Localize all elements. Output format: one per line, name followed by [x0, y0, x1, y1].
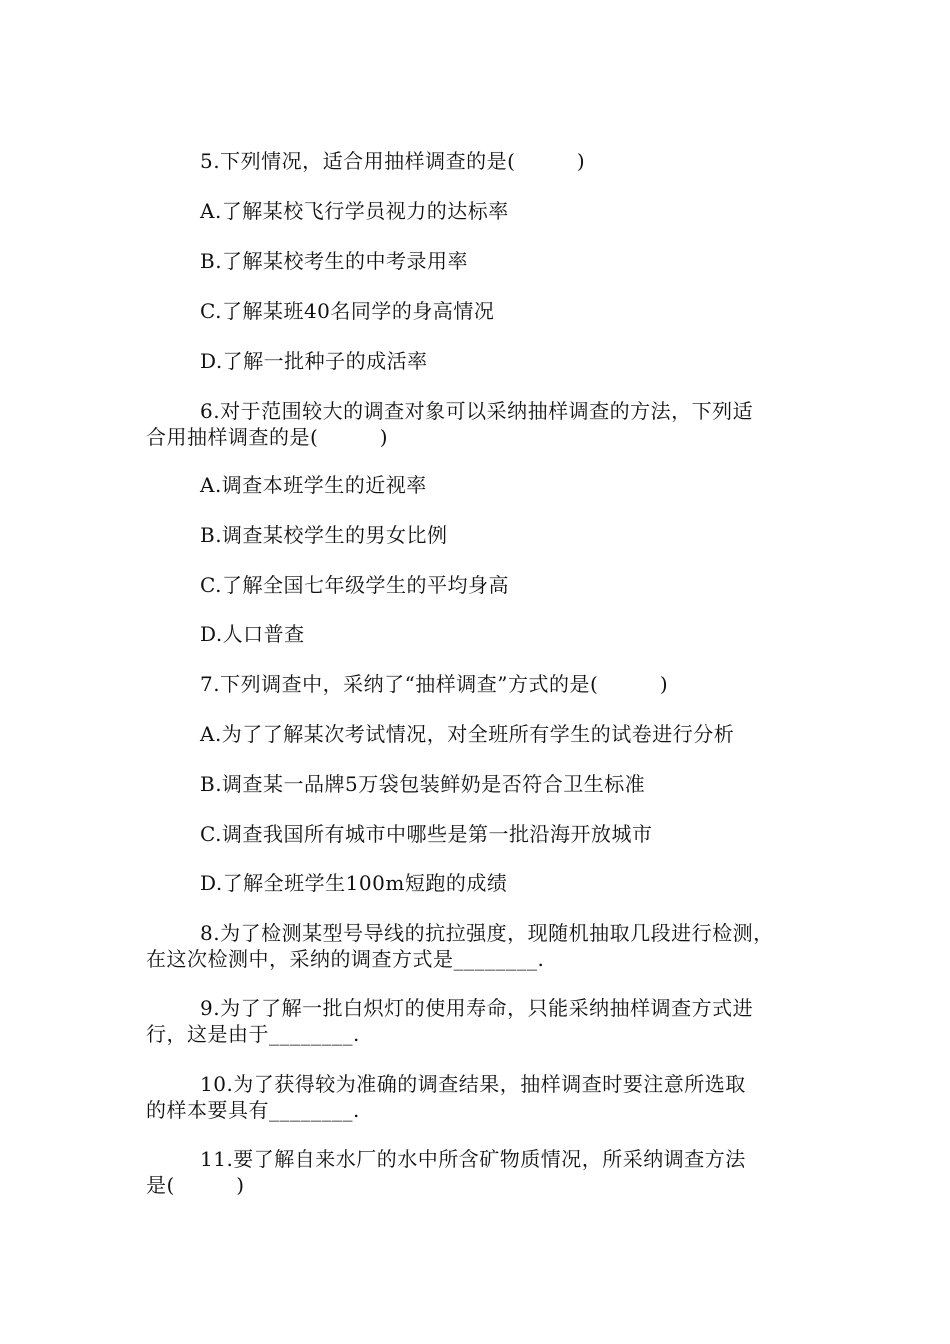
question-7-option-a: A.为了了解某次考试情况，对全班所有学生的试卷进行分析	[200, 722, 735, 746]
question-5-option-b: B.了解某校考生的中考录用率	[200, 249, 469, 273]
question-9-stem-line-2: 行，这是由于________.	[146, 1022, 360, 1046]
question-5-stem: 5.下列情况，适合用抽样调查的是( )	[200, 149, 586, 173]
question-7-stem: 7.下列调查中，采纳了“抽样调查”方式的是( )	[200, 672, 669, 696]
question-9-stem-line-1: 9.为了了解一批白炽灯的使用寿命，只能采纳抽样调查方式进	[200, 996, 754, 1020]
question-5-option-a: A.了解某校飞行学员视力的达标率	[200, 199, 509, 223]
question-11-stem-line-2: 是( )	[146, 1173, 245, 1197]
question-10-stem-line-1: 10.为了获得较为准确的调查结果，抽样调查时要注意所选取	[200, 1072, 746, 1096]
question-5-option-c: C.了解某班40名同学的身高情况	[200, 299, 495, 323]
question-8-stem-line-2: 在这次检测中，采纳的调查方式是________.	[146, 947, 545, 971]
question-6-stem-line-2: 合用抽样调查的是( )	[146, 425, 389, 449]
question-7-option-d: D.了解全班学生100m短跑的成绩	[200, 871, 508, 895]
question-6-option-c: C.了解全国七年级学生的平均身高	[200, 573, 509, 597]
question-10-stem-line-2: 的样本要具有________.	[146, 1098, 360, 1122]
question-7-option-c: C.调查我国所有城市中哪些是第一批沿海开放城市	[200, 822, 653, 846]
question-6-option-b: B.调查某校学生的男女比例	[200, 523, 448, 547]
question-8-stem-line-1: 8.为了检测某型号导线的抗拉强度，现随机抽取几段进行检测，	[200, 921, 774, 945]
question-6-option-d: D.人口普查	[200, 622, 305, 646]
question-6-stem-line-1: 6.对于范围较大的调查对象可以采纳抽样调查的方法，下列适	[200, 399, 754, 423]
question-6-option-a: A.调查本班学生的近视率	[200, 473, 427, 497]
question-7-option-b: B.调查某一品牌5万袋包装鲜奶是否符合卫生标准	[200, 772, 646, 796]
question-5-option-d: D.了解一批种子的成活率	[200, 349, 428, 373]
question-11-stem-line-1: 11.要了解自来水厂的水中所含矿物质情况，所采纳调查方法	[200, 1147, 746, 1171]
